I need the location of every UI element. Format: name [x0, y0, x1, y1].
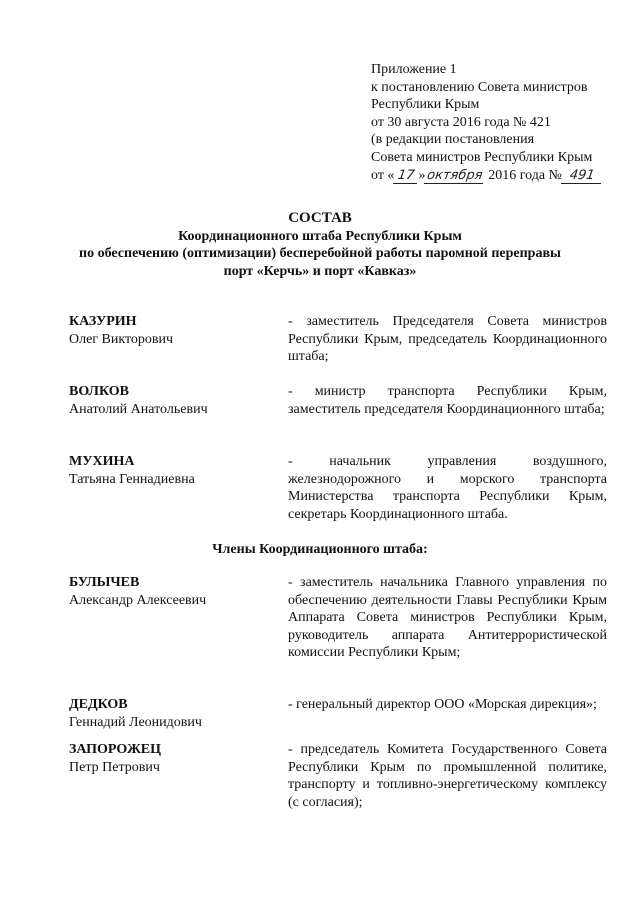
- date-suffix: 2016 года №: [484, 167, 562, 183]
- person-role: - председатель Комитета Государственного Совета Республики Крым по промышленной политике, транспорту и топливно-энергетическому комплексу (с согласия);: [288, 742, 607, 810]
- document-title: СОСТАВ: [288, 210, 352, 226]
- person-role: - заместитель Председателя Совета министров Республики Крым, председатель Координационного штаба;: [288, 314, 607, 365]
- document-title-block: [0, 210, 640, 280]
- title-line-1: Координационного штаба Республики Крым: [178, 228, 462, 244]
- person-given-name: Олег Викторович: [69, 331, 174, 347]
- person-surname: ЗАПОРОЖЕЦ: [69, 742, 162, 757]
- person-surname: БУЛЫЧЕВ: [69, 575, 140, 590]
- person-role: - министр транспорта Республики Крым, заместитель председателя Координационного штаба;: [288, 384, 607, 417]
- appendix-line-4: от 30 августа 2016 года № 421: [371, 114, 551, 130]
- handwritten-month: октября: [424, 169, 485, 184]
- appendix-line-6: Совета министров Республики Крым: [371, 149, 593, 165]
- appendix-line-2: к постановлению Совета министров: [371, 79, 588, 95]
- person-surname: КАЗУРИН: [69, 314, 137, 329]
- person-surname: ДЕДКОВ: [69, 697, 128, 712]
- members-heading: Члены Координационного штаба:: [212, 542, 428, 557]
- person-given-name: Татьяна Геннадиевна: [69, 471, 195, 487]
- title-line-3: порт «Керчь» и порт «Кавказ»: [223, 263, 417, 279]
- appendix-line-5: (в редакции постановления: [371, 132, 535, 148]
- appendix-date-line: [371, 167, 602, 185]
- person-role: - заместитель начальника Главного управления по обеспечению деятельности Главы Республики Крым Аппарата Совета министров Республики Крым, руководитель аппарата Антитеррористической комиссии Республики Крым;: [288, 575, 607, 661]
- appendix-block: [371, 61, 602, 184]
- person-given-name: Александр Алексеевич: [69, 592, 207, 608]
- person-given-name: Геннадий Леонидович: [69, 714, 202, 730]
- handwritten-number: 491: [561, 169, 603, 184]
- person-given-name: Анатолий Анатольевич: [69, 401, 208, 417]
- person-given-name: Петр Петрович: [69, 759, 160, 775]
- person-role: - генеральный директор ООО «Морская дирекция»;: [288, 697, 597, 712]
- appendix-line-1: Приложение 1: [371, 62, 457, 77]
- title-line-2: по обеспечению (оптимизации) бесперебойной работы паромной переправы: [79, 246, 561, 262]
- date-mid: »: [418, 167, 426, 183]
- handwritten-day: 17: [393, 169, 419, 184]
- date-prefix: от «: [371, 167, 395, 183]
- person-role: - начальник управления воздушного, железнодорожного и морского транспорта Министерства транспорта Республики Крым, секретарь Координационного штаба.: [288, 454, 607, 522]
- person-surname: ВОЛКОВ: [69, 384, 129, 399]
- person-surname: МУХИНА: [69, 454, 135, 469]
- appendix-line-3: Республики Крым: [371, 97, 480, 113]
